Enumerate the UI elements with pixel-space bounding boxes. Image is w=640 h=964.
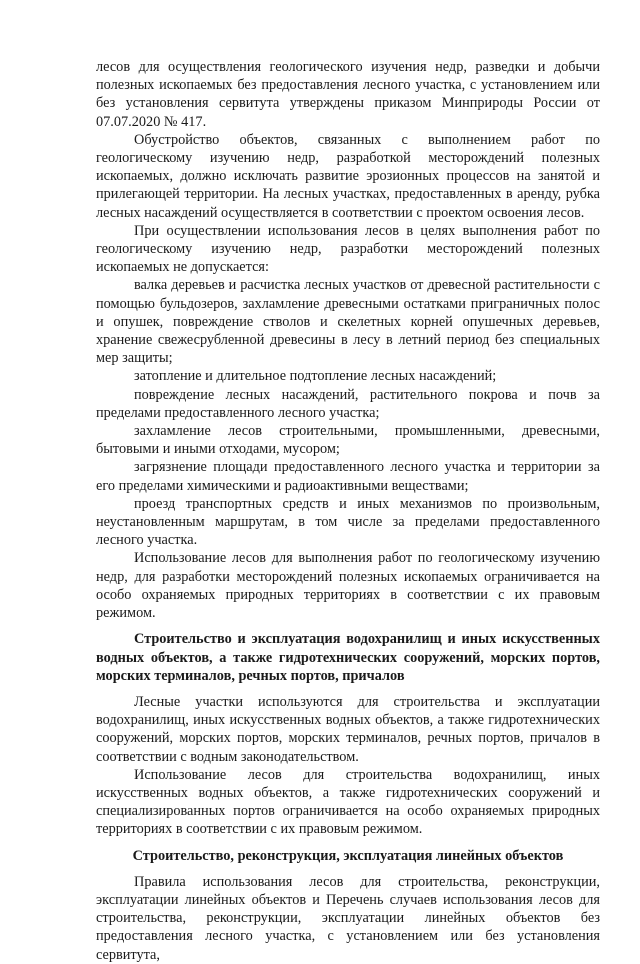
list-item-tree-felling: валка деревьев и расчистка лесных участков от древесной растительности с помощью бульдозеров, захламление древесными остатками приграничных полос и опушек, повреждение стволов и скелетных корней опушечных деревьев, хранение свежесрубленной древесины в лесу в летний период без специальных мер защиты;: [96, 277, 600, 367]
section-heading-linear-objects: Строительство, реконструкция, эксплуатация линейных объектов: [132, 847, 564, 864]
list-item-flooding: затопление и длительное подтопление лесных насаждений;: [134, 368, 497, 385]
paragraph-geology-rules-continued: лесов для осуществления геологического изучения недр, разведки и добычи полезных ископаемых без предоставления лесного участка, с установлением или без установления сервитута утверждены приказом Минприроды России от 07.07.2020 № 417.: [96, 59, 600, 130]
paragraph-reservoirs-restriction: Использование лесов для строительства водохранилищ, иных искусственных водных объектов, а также гидротехнических сооружений и специализированных портов ограничивается на особо охраняемых природных территориях в соответствии с их правовым режимом.: [96, 766, 600, 838]
list-item-damage: повреждение лесных насаждений, растительного покрова и почв за пределами предоставленного лесного участка;: [96, 386, 600, 421]
list-item-littering: захламление лесов строительными, промышленными, древесными, бытовыми и иными отходами, мусором;: [96, 423, 600, 458]
list-item-pollution: загрязнение площади предоставленного лесного участка и территории за его пределами химическими и радиоактивными веществами;: [96, 459, 600, 494]
paragraph-protected-areas-geology: Использование лесов для выполнения работ по геологическому изучению недр, для разработки месторождений полезных ископаемых ограничивается на особо охраняемых природных территориях в соответствии с их правовым режимом.: [96, 550, 600, 622]
section-heading-reservoirs: Строительство и эксплуатация водохранилищ и иных искусственных водных объектов, а также гидротехнических сооружений, морских портов, морских терминалов, речных портов, причалов: [96, 631, 600, 684]
document-page: [96, 58, 600, 964]
paragraph-prohibitions-intro: При осуществлении использования лесов в целях выполнения работ по геологическому изучению недр, разработки месторождений полезных ископаемых не допускается:: [96, 222, 600, 276]
paragraph-facilities-arrangement: Обустройство объектов, связанных с выполнением работ по геологическому изучению недр, разработкой месторождений полезных ископаемых, должно исключать развитие эрозионных процессов на занятой и прилегающей территории. На лесных участках, предоставленных в аренду, рубка лесных насаждений осуществляется в соответствии с проектом освоения лесов.: [96, 131, 600, 221]
paragraph-linear-objects-rules: Правила использования лесов для строительства, реконструкции, эксплуатации линейных объектов и Перечень случаев использования лесов для строительства, реконструкции, эксплуатации линейных объектов без предоставления лесного участка, с установлением или без установления сервитута,: [96, 873, 600, 963]
list-item-vehicle-passage: проезд транспортных средств и иных механизмов по произвольным, неустановленным маршрутам, в том числе за пределами предоставленного лесного участка.: [96, 495, 600, 549]
paragraph-reservoirs-use: Лесные участки используются для строительства и эксплуатации водохранилищ, иных искусственных водных объектов, а также гидротехнических сооружений, морских портов, морских терминалов, речных портов, причалов в соответствии с водным законодательством.: [96, 693, 600, 765]
